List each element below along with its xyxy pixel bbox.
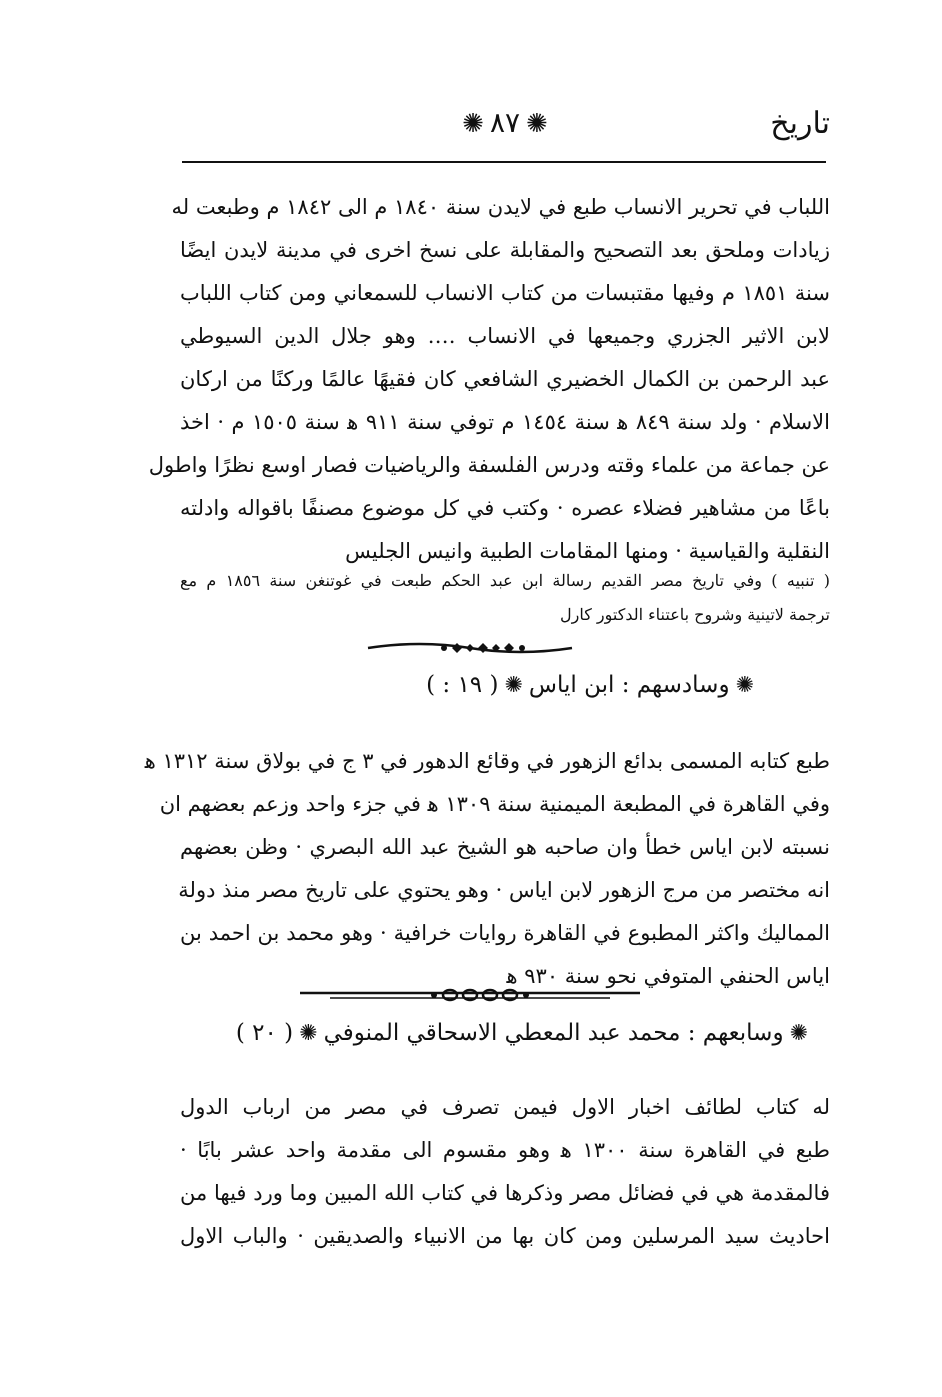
note-line: ( تنبيه ) وفي تاريخ مصر القديم رسالة ابن عبد الحكم طبعت في غوتنغن سنة ١٨٥٦ م مع — [180, 571, 830, 590]
text-line: زيادات وملحق بعد التصحيح والمقابلة على نسخ اخرى في مدينة لايدن ايضًا — [180, 238, 830, 262]
section-heading-20 — [222, 1020, 814, 1046]
note-line: ترجمة لاتينية وشروح باعتناء الدكتور كارل — [559, 605, 830, 624]
text-line: اللباب في تحرير الانساب طبع في لايدن سنة ١٨٤٠ م الى ١٨٤٢ م وطبعت له — [171, 195, 830, 219]
ornament-icon: ✺ — [504, 673, 523, 698]
section-heading-19 — [412, 672, 760, 698]
page-header — [180, 102, 830, 156]
text-line: اياس الحنفي المتوفي نحو سنة ٩٣٠ ﻫ — [506, 964, 830, 988]
text-line: الاسلام · ولد سنة ٨٤٩ ﻫ سنة ١٤٥٤ م توفي سنة ٩١١ ﻫ سنة ١٥٠٥ م · اخذ — [180, 410, 830, 434]
text-line: عبد الرحمن بن الكمال الخضيري الشافعي كان فقيهًا عالمًا وركنًا من اركان — [180, 367, 830, 391]
divider-ornament-icon — [0, 985, 942, 1005]
ornament-right-icon: ✺ — [526, 109, 548, 139]
text-line: لابن الاثير الجزري وجميعها في الانساب ‥‥ وهو جلال الدين السيوطي — [180, 324, 830, 348]
text-line: له كتاب لطائف اخبار الاول فيمن تصرف في مصر من ارباب الدول — [180, 1095, 830, 1119]
header-rule — [182, 161, 826, 163]
text-line: فالمقدمة هي في فضائل مصر وذكرها في كتاب الله المبين وما ورد فيها من — [180, 1181, 830, 1205]
paragraph-suyuti — [148, 186, 830, 573]
ornament-icon: ✺ — [735, 673, 754, 698]
text-line: وفي القاهرة في المطبعة الميمنية سنة ١٣٠٩ ﻫ في جزء واحد وزعم بعضهم ان — [159, 792, 830, 816]
text-line: باعًا من مشاهير فضلاء عصره · وكتب في كل موضوع مصنفًا باقواله وادلته — [180, 496, 830, 520]
section-number: ( ١٩ : ) — [426, 672, 499, 698]
paragraph-ibn-iyas — [144, 740, 830, 998]
text-line: احاديث سيد المرسلين ومن كان بها من الانبياء والصديقين · والباب الاول — [180, 1224, 830, 1248]
section-title: وسابعهم : محمد عبد المعطي الاسحاقي المنوفي — [323, 1020, 784, 1046]
text-line: عن جماعة من علماء وقته ودرس الفلسفة والرياضيات فصار اوسع نظرًا واطول — [148, 453, 830, 477]
section-number: ( ٢٠ ) — [235, 1020, 294, 1046]
paragraph-ishaqi — [180, 1086, 830, 1258]
ornament-icon: ✺ — [299, 1021, 318, 1046]
ornamental-divider — [0, 638, 942, 658]
footnote-tanbih — [180, 564, 830, 632]
section-title: وسادسهم : ابن اياس — [528, 672, 730, 698]
text-line: سنة ١٨٥١ م وفيها مقتبسات من كتاب الانساب للسمعاني ومن كتاب اللباب — [180, 281, 830, 305]
text-line: طبع كتابه المسمى بدائع الزهور في وقائع الدهور في ٣ ج في بولاق سنة ١٣١٢ ﻫ — [144, 749, 830, 773]
ornamental-divider — [0, 985, 942, 1005]
divider-ornament-icon — [0, 638, 942, 658]
text-line: نسبته لابن اياس خطأ وان صاحبه هو الشيخ عبد الله البصري · وظن بعضهم — [180, 835, 830, 859]
text-line: المماليك واكثر المطبوع في القاهرة روايات خرافية · وهو محمد بن احمد بن — [180, 921, 830, 945]
page-number-block — [456, 106, 554, 139]
text-line: انه مختصر من مرج الزهور لابن اياس · وهو يحتوي على تاريخ مصر منذ دولة — [178, 878, 830, 902]
text-line: النقلية والقياسية · ومنها المقامات الطبية وانيس الجليس — [345, 539, 830, 563]
ornament-icon: ✺ — [789, 1021, 808, 1046]
running-title: تاريخ — [770, 106, 830, 141]
page-number: ٨٧ — [489, 106, 521, 139]
text-line: طبع في القاهرة سنة ١٣٠٠ ﻫ وهو مقسوم الى مقدمة واحد عشر بابًا · — [180, 1138, 830, 1162]
ornament-left-icon: ✺ — [462, 109, 484, 139]
